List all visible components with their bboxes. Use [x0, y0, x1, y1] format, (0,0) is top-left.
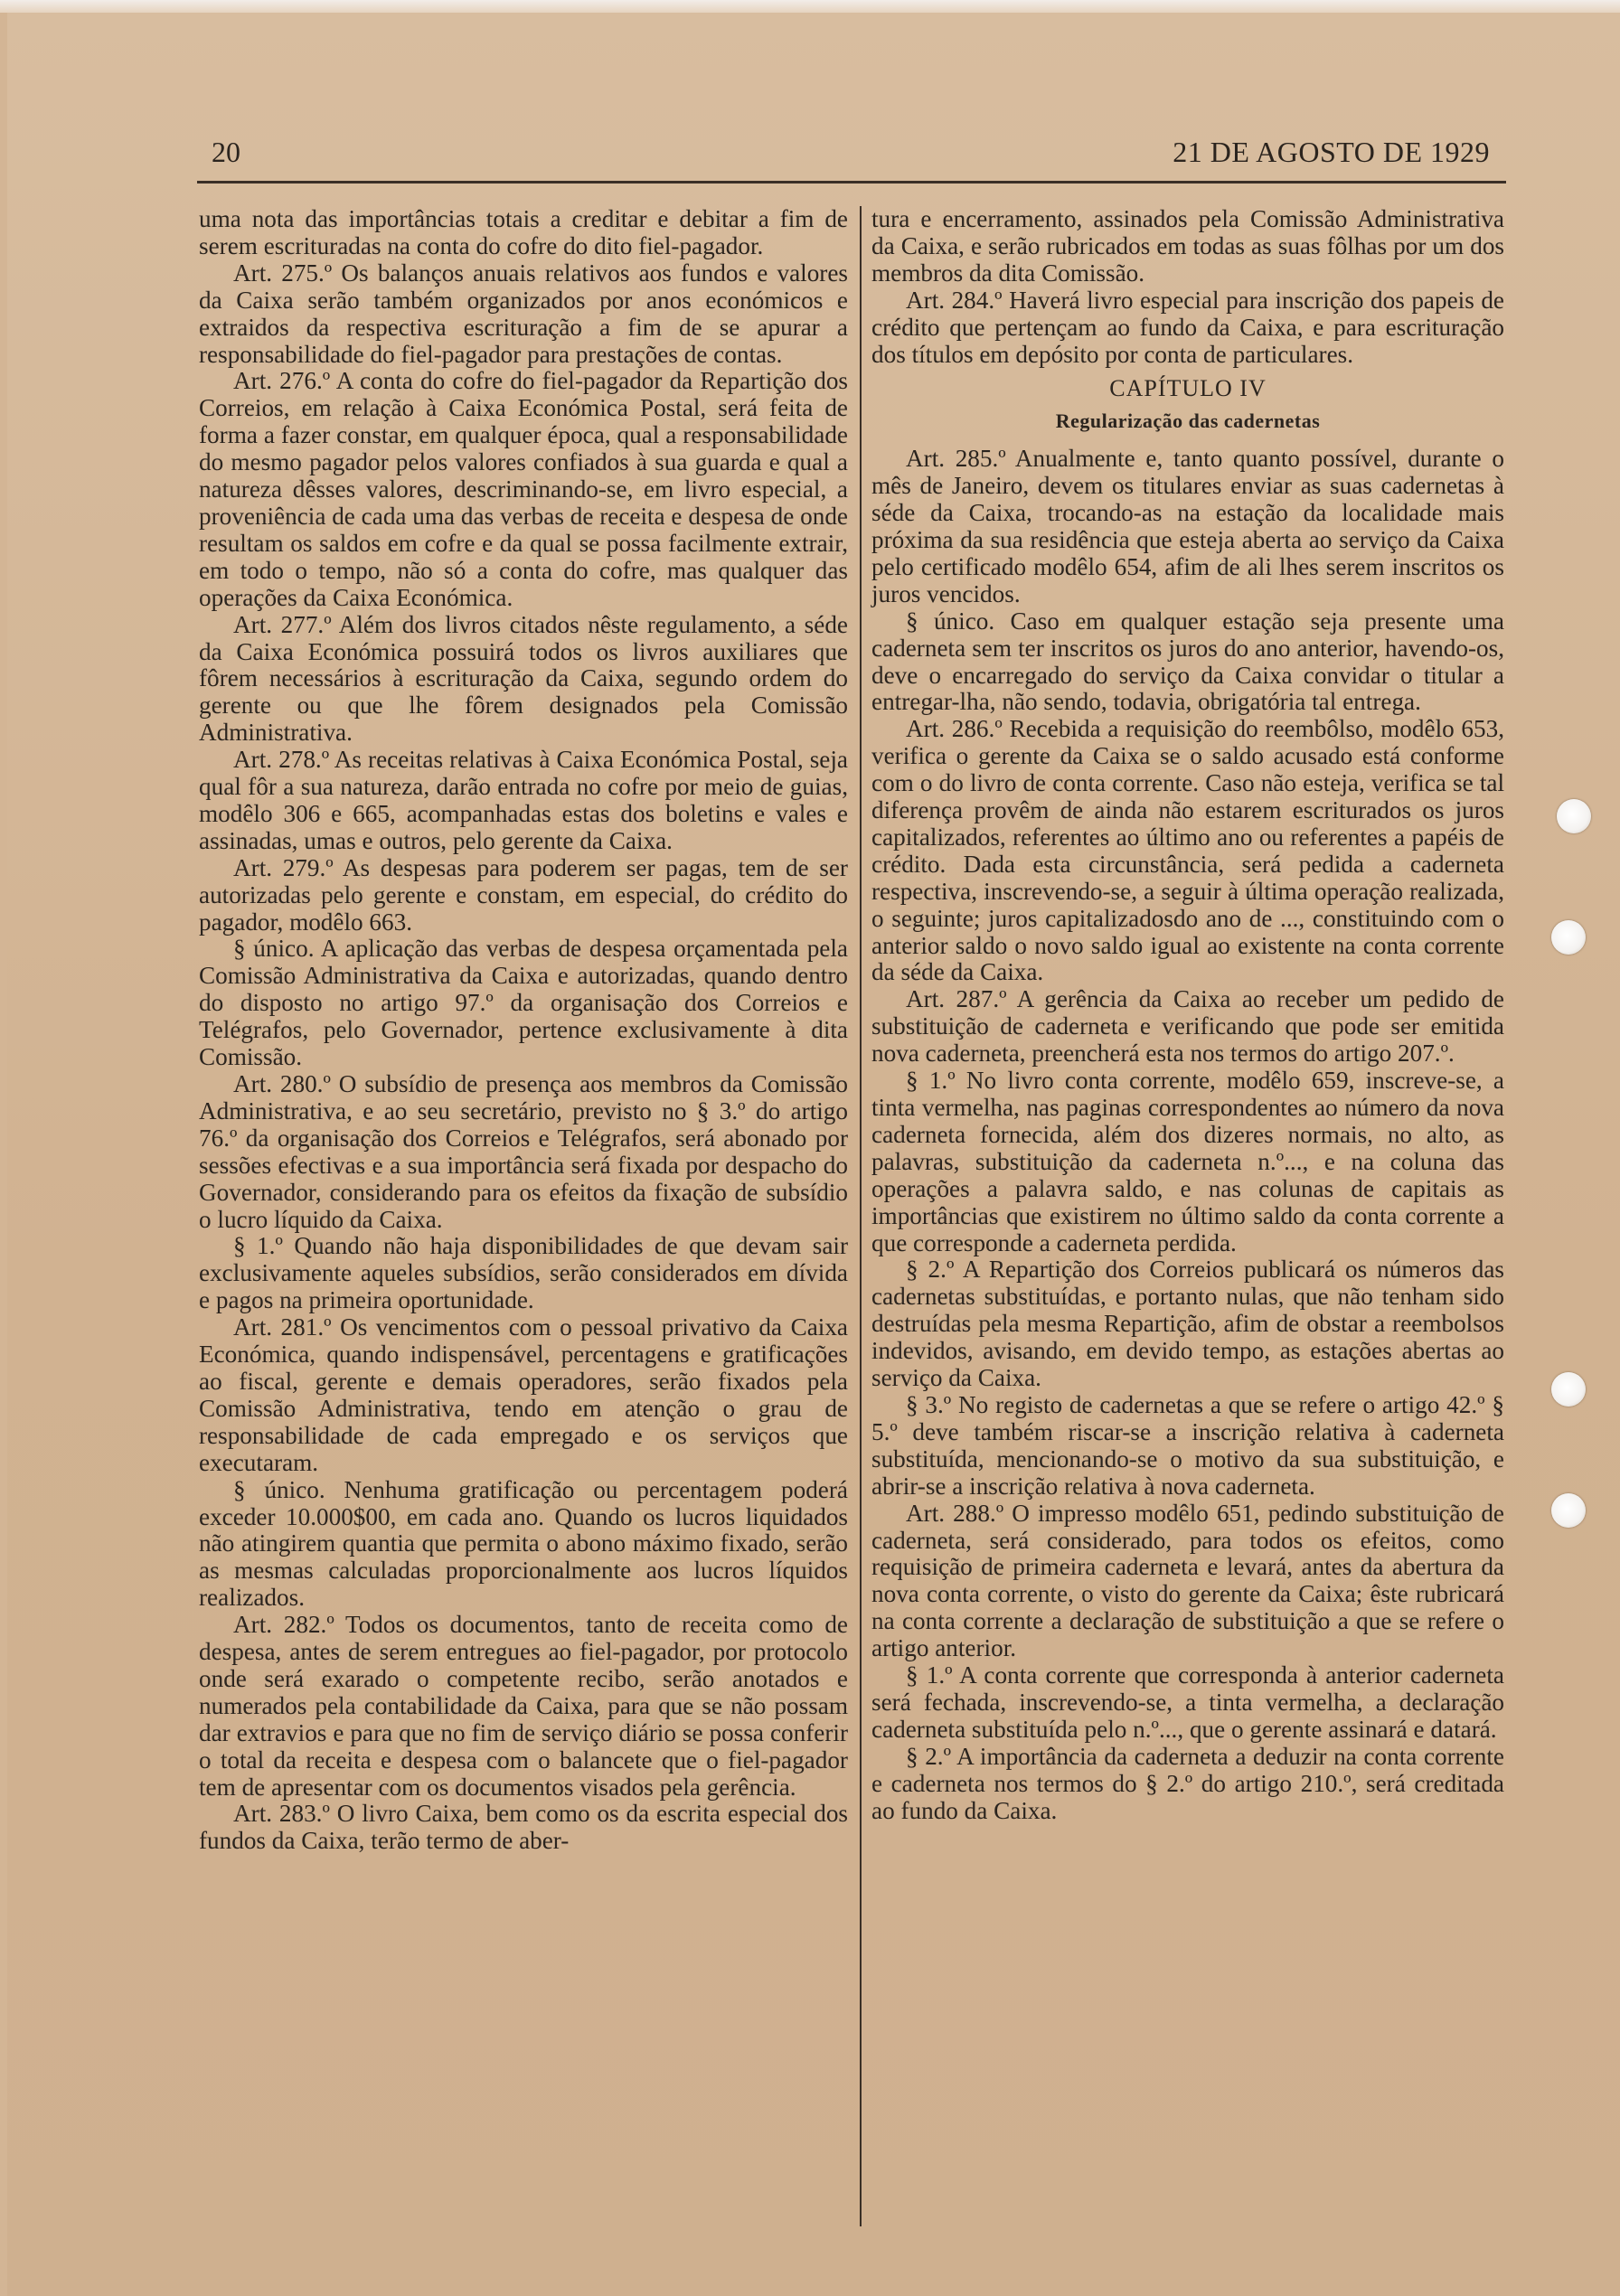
paragraph-art-288-p1: § 1.º A conta corrente que corresponda à anterior caderneta será fechada, inscrevendo-se, a tinta vermelha, a declaração caderneta substituída pelo n.º..., que o gerente assinará e datará. — [871, 1661, 1504, 1743]
paragraph-art-281: Art. 281.º Os vencimentos com o pessoal privativo da Caixa Económica, quando indispensável, percentagens e gratificações ao fiscal, gerente e demais operadores, serão fixados pela Comissão Administrativa, tendo em atenção o grau de responsabilidade de cada empregado e os serviços que executaram. — [199, 1313, 848, 1476]
paragraph-art-288: Art. 288.º O impresso modêlo 651, pedindo substituição de caderneta, será considerado, para todos os efeitos, como requisição de primeira caderneta e levará, antes da abertura da nova conta corrente, o visto do gerente da Caixa; êste rubricará na conta corrente a declaração de substituição a que se refere o artigo anterior. — [871, 1499, 1504, 1662]
paragraph-art-285: Art. 285.º Anualmente e, tanto quanto possível, durante o mês de Janeiro, devem os titulares enviar as suas cadernetas à séde da Caixa, trocando-as na estação da localidade mais próxima da sua residência que esteja aberta ao serviço da Caixa pelo certificado modêlo 654, afim de ali lhes serem inscritos os juros vencidos. — [871, 445, 1504, 607]
page-date: 21 DE AGOSTO DE 1929 — [1173, 136, 1490, 168]
page-top-edge — [0, 0, 1620, 13]
punch-hole — [1551, 1372, 1586, 1407]
paragraph-art-275: Art. 275.º Os balanços anuais relativos aos fundos e valores da Caixa serão também organizados por anos económicos e extraidos da respectiva escrituração a fim de se apurar a responsabilidade do fiel-pagador para prestações de contas. — [199, 259, 848, 368]
paragraph-art-280: Art. 280.º O subsídio de presença aos membros da Comissão Administrativa, e ao seu secretário, previsto no § 3.º do artigo 76.º da organisação dos Correios e Telégrafos, será abonado por sessões efectivas e a sua importância será fixada por despacho do Governador, considerando para os efeitos da fixação de subsídio o lucro líquido da Caixa. — [199, 1070, 848, 1233]
paragraph-art-276: Art. 276.º A conta do cofre do fiel-pagador da Repartição dos Correios, em relação à Caixa Económica Postal, será feita de forma a fazer constar, em qualquer época, qual a responsabilidade do mesmo pagador pelos valores confiados à sua guarda e qual a natureza dêsses valores, descriminando-se, em livro especial, a proveniência de cada uma das verbas de receita e despesa de onde resultam os saldos em cofre e da qual se possa facilmente extrair, em todo o tempo, não só a conta do cofre, mas qualquer das operações da Caixa Económica. — [199, 367, 848, 611]
punch-hole — [1557, 799, 1591, 833]
paragraph-art-287-p2: § 2.º A Repartição dos Correios publicará os números das cadernetas substituídas, e portanto nulas, que não tenham sido destruídas pela mesma Repartição, afim de obstar a reembolsos indevidos, avisando, em devido tempo, as estações abertas ao serviço da Caixa. — [871, 1256, 1504, 1392]
right-column — [871, 206, 1504, 1824]
section-title: Regularização das cadernetas — [1055, 409, 1321, 433]
chapter-title: CAPÍTULO IV — [1109, 375, 1267, 402]
paragraph-art-279-unico: § único. A aplicação das verbas de despesa orçamentada pela Comissão Administrativa da Caixa e autorizadas, quando dentro do disposto no artigo 97.º da organisação dos Correios e Telégrafos, pelo Governador, pertence exclusivamente à dita Comissão. — [199, 935, 848, 1071]
paragraph-art-287-p3: § 3.º No registo de cadernetas a que se refere o artigo 42.º § 5.º deve também riscar-se a inscrição relativa à caderneta substituída, mencionando-se o motivo da sua substituição, e abrir-se a inscrição relativa à nova caderneta. — [871, 1390, 1504, 1500]
paragraph-art-286: Art. 286.º Recebida a requisição do reembôlso, modêlo 653, verifica o gerente da Caixa se o saldo acusado está conforme com o do livro de conta corrente. Caso não esteja, verifica se tal diferença provêm de ainda não estarem escriturados os juros capitalizados, referentes ao último ano ou referentes a papéis de crédito. Dada esta circunstância, será pedida a caderneta respectiva, inscrevendo-se, a seguir à última operação realizada, o seguinte; juros capitalizadosdo ano de ..., constituindo com o anterior saldo o novo saldo igual ao existente na conta corrente da séde da Caixa. — [871, 715, 1504, 986]
paragraph-art-280-p1: § 1.º Quando não haja disponibilidades de que devam sair exclusivamente aqueles subsídios, serão considerados em dívida e pagos na primeira oportunidade. — [199, 1232, 848, 1314]
paragraph-art-284: Art. 284.º Haverá livro especial para inscrição dos papeis de crédito que pertençam ao fundo da Caixa, e para escrituração dos títulos em depósito por conta de particulares. — [871, 286, 1504, 368]
paragraph-art-288-p2: § 2.º A importância da caderneta a deduzir na conta corrente e caderneta nos termos do § 2.º do artigo 210.º, será creditada ao fundo da Caixa. — [871, 1742, 1504, 1824]
paragraph-art-287-p1: § 1.º No livro conta corrente, modêlo 659, inscreve-se, a tinta vermelha, nas paginas correspondentes ao número da nova caderneta fornecida, além dos dizeres normais, no alto, as palavras, substituição da caderneta n.º..., e na coluna das operações a palavra saldo, e nas colunas de capitais as importâncias que existirem no último saldo da conta corrente a que corresponde a caderneta perdida. — [871, 1067, 1504, 1256]
paragraph-art-287: Art. 287.º A gerência da Caixa ao receber um pedido de substituição de caderneta e verificando que pode ser emitida nova caderneta, preencherá esta nos termos do artigo 207.º. — [871, 985, 1504, 1068]
punch-hole — [1551, 1493, 1586, 1528]
page-header — [197, 136, 1506, 181]
paragraph-art-278: Art. 278.º As receitas relativas à Caixa Económica Postal, seja qual fôr a sua natureza, darão entrada no cofre por meio de guias, modêlo 306 e 665, acompanhadas estas dos boletins e vales e assinadas, umas e outros, pelo gerente da Caixa. — [199, 746, 848, 854]
header-rule — [197, 181, 1506, 183]
paragraph-art-283: Art. 283.º O livro Caixa, bem como os da escrita especial dos fundos da Caixa, terão termo de aber- — [199, 1800, 848, 1855]
column-divider — [860, 206, 862, 2226]
punch-hole — [1551, 920, 1586, 955]
left-column — [199, 206, 848, 1855]
paragraph: uma nota das importâncias totais a creditar e debitar a fim de serem escrituradas na conta do cofre do dito fiel-pagador. — [199, 205, 848, 259]
paragraph-art-277: Art. 277.º Além dos livros citados nêste regulamento, a séde da Caixa Económica possuirá todos os livros auxiliares que fôrem necessários à escrituração da Caixa, segundo ordem do gerente ou que lhe fôrem designados pela Comissão Administrativa. — [199, 610, 848, 747]
paragraph-art-279: Art. 279.º As despesas para poderem ser pagas, tem de ser autorizadas pelo gerente e constam, em especial, do crédito do pagador, modêlo 663. — [199, 853, 848, 936]
page-number: 20 — [212, 136, 240, 168]
paragraph-art-282: Art. 282.º Todos os documentos, tanto de receita como de despesa, antes de serem entregues ao fiel-pagador, por protocolo onde será exarado o competente recibo, serão anotados e numerados pela contabilidade da Caixa, para que se não possam dar extravios e para que no fim de serviço diário se possa conferir o total da receita e despesa com o balancete que o fiel-pagador tem de apresentar com os documentos visados pela gerência. — [199, 1611, 848, 1801]
paragraph-art-283-cont: tura e encerramento, assinados pela Comissão Administrativa da Caixa, e serão rubricados em todas as suas fôlhas por um dos membros da dita Comissão. — [871, 205, 1504, 287]
paragraph-art-281-unico: § único. Nenhuma gratificação ou percentagem poderá exceder 10.000$00, em cada ano. Quando os lucros liquidados não atingirem quantia que permita o abono máximo fixado, serão as mesmas calculadas proporcionalmente aos lucros líquidos realizados. — [199, 1475, 848, 1612]
paragraph-art-285-unico: § único. Caso em qualquer estação seja presente uma caderneta sem ter inscritos os juros do ano anterior, havendo-os, deve o encarregado do serviço da Caixa convidar o titular a entregar-lha, não sendo, todavia, obrigatória tal entrega. — [871, 607, 1504, 716]
